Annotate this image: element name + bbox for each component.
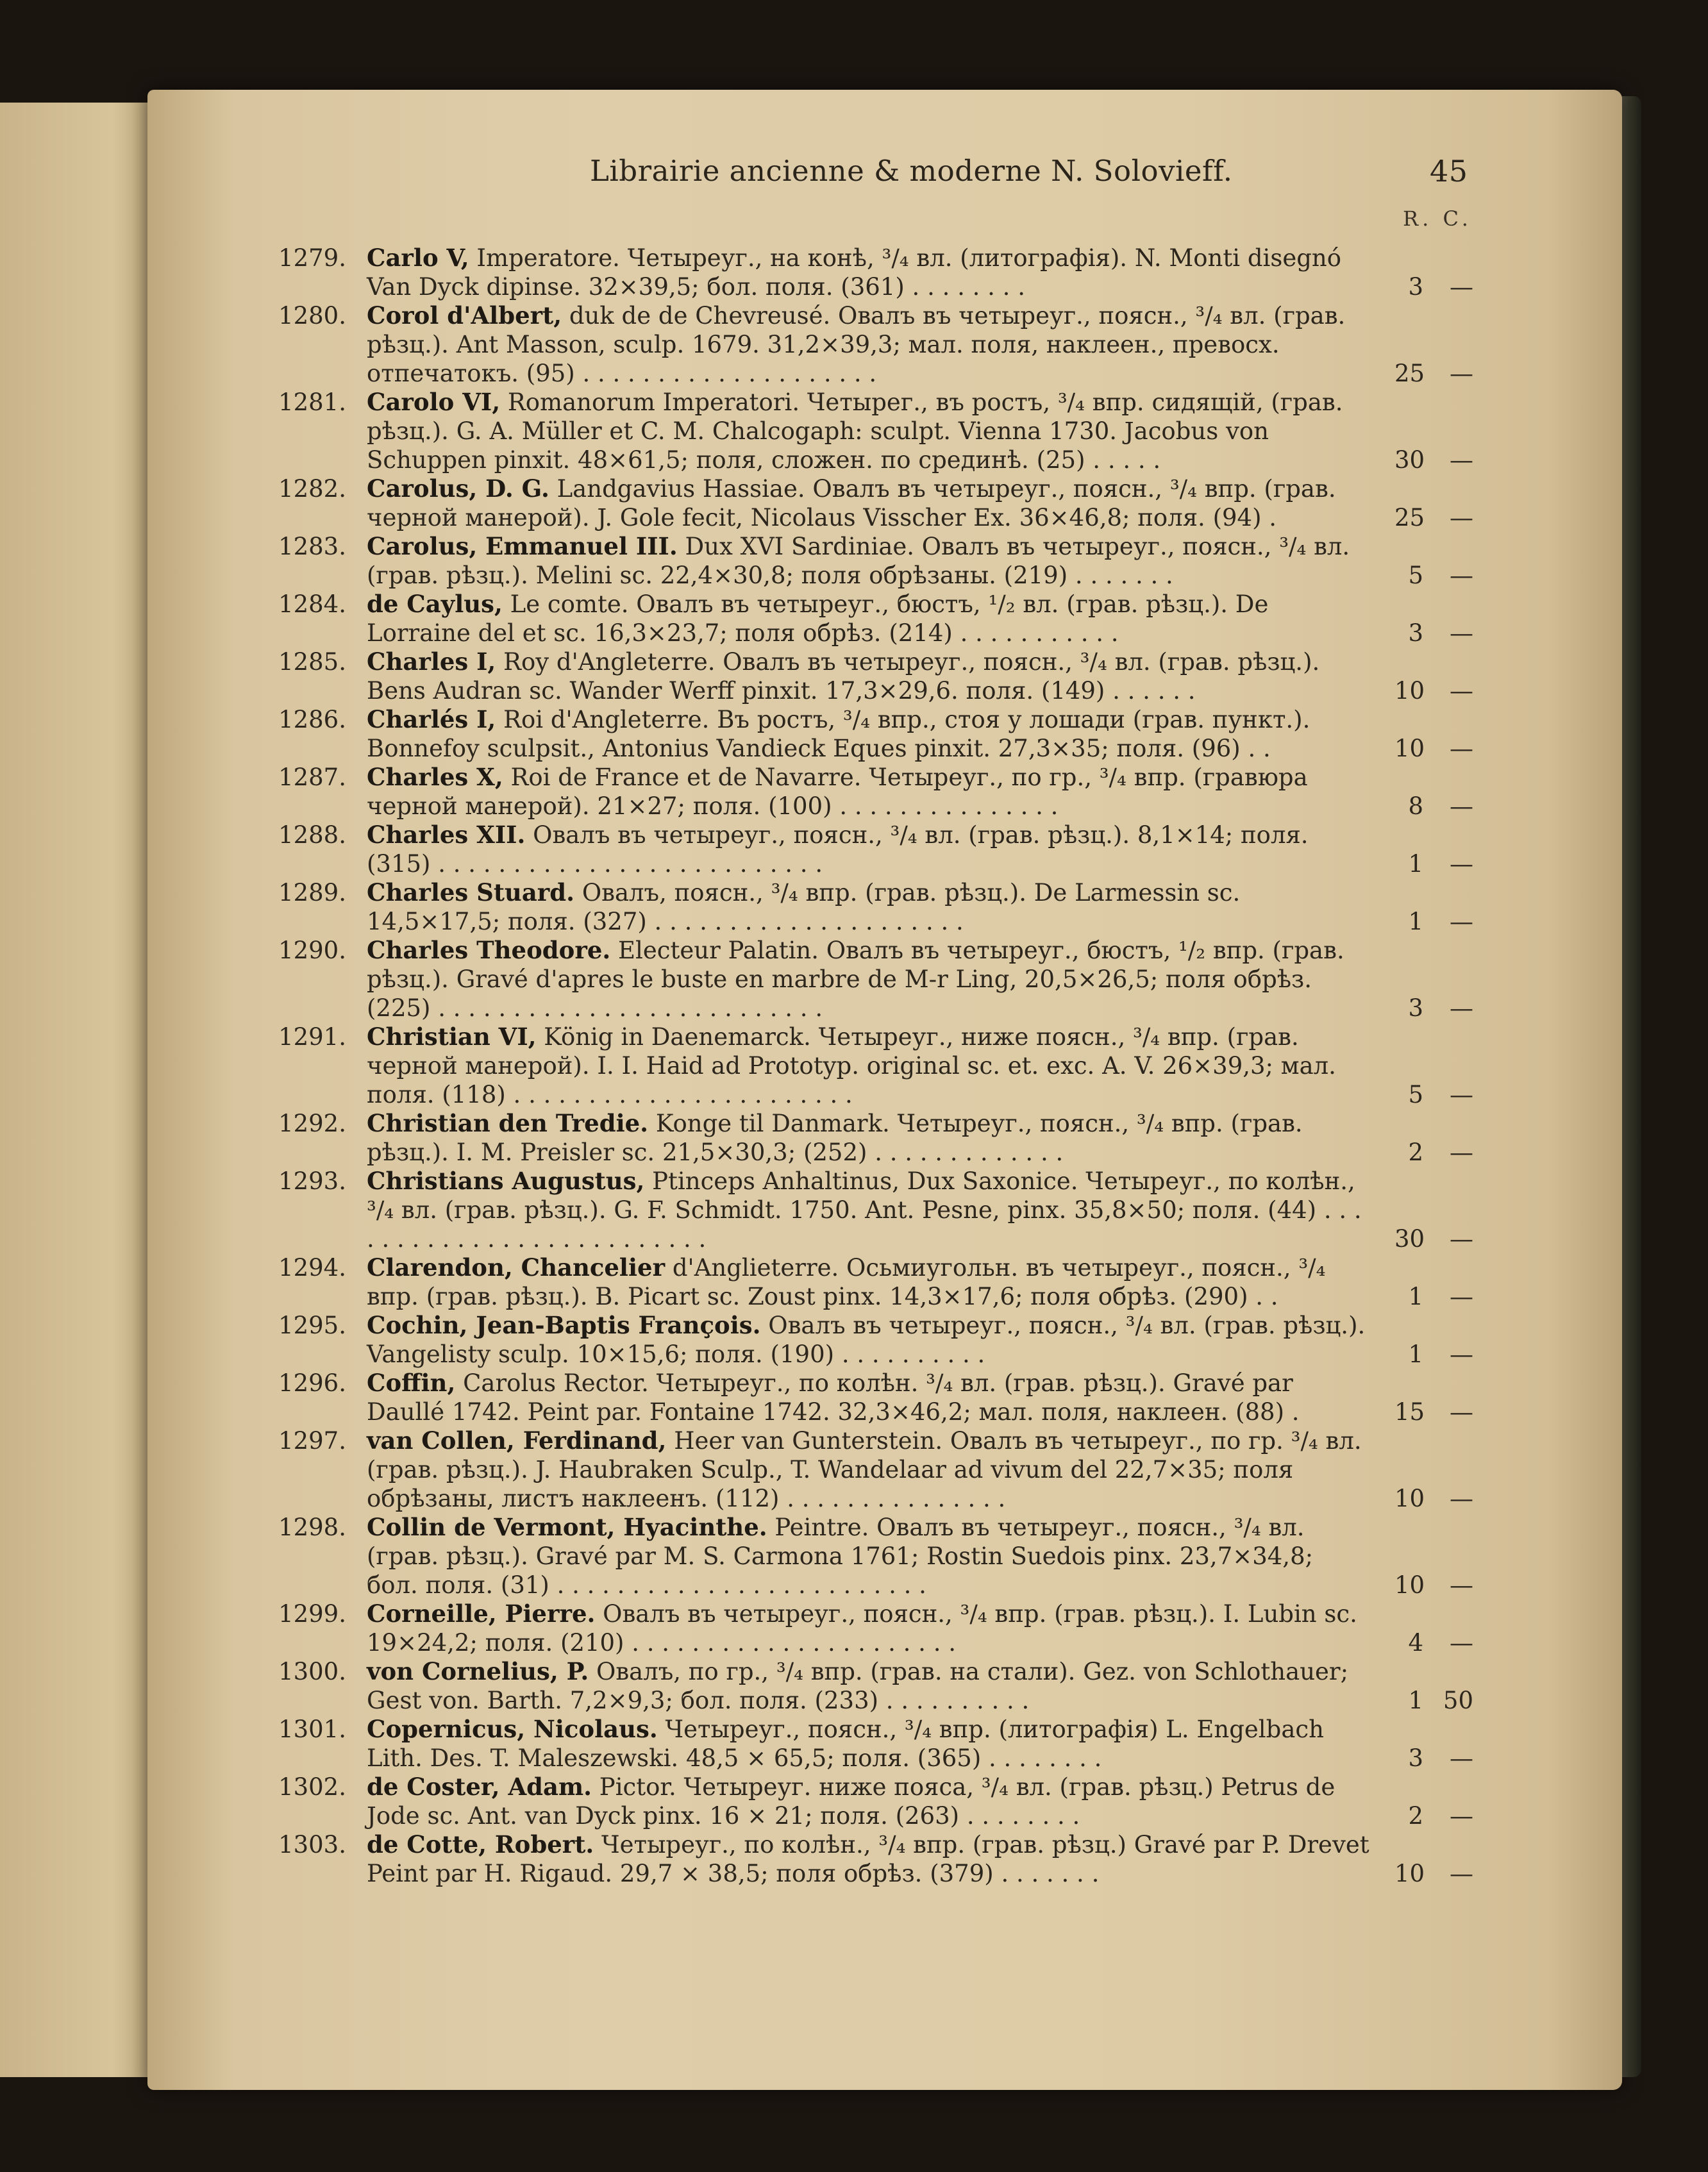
entry-text: König in Daenemarck. Четыреуг., ниже поясн., ³/₄ впр. (грав. черной манерой). I. I. Haid ad Prototyp. original sc. et. exc. A. V. 26×39,3; мал. поля. (118) . . . . . . . . . . . . . . . . . . . . . . .	[367, 1023, 1336, 1108]
entry-name: Charles I,	[367, 647, 496, 676]
price-rubles: 1	[1408, 908, 1423, 935]
entry-name: Charlés I,	[367, 705, 496, 733]
entry-number: 1296.	[278, 1369, 346, 1397]
entry-name: Carolo VI,	[367, 388, 501, 416]
catalog-entries	[0, 244, 1708, 1888]
entry-name: Coffin,	[367, 1369, 456, 1397]
catalog-entry	[0, 1513, 1708, 1600]
entry-name: Clarendon, Chancelier	[367, 1253, 666, 1282]
entry-price	[1394, 1744, 1484, 1773]
entry-price	[1394, 1801, 1484, 1830]
price-kopecks: —	[1450, 1398, 1473, 1426]
entry-number: 1299.	[278, 1600, 346, 1628]
price-rubles: 8	[1408, 792, 1423, 820]
price-rubles: 3	[1408, 273, 1423, 301]
entry-name: Carolus, D. G.	[367, 474, 549, 503]
entry-number: 1285.	[278, 648, 346, 676]
entry-name: Collin de Vermont, Hyacinthe.	[367, 1513, 767, 1541]
entry-number: 1284.	[278, 590, 346, 618]
catalog-entry	[0, 1369, 1708, 1426]
price-kopecks: —	[1450, 619, 1473, 647]
catalog-entry	[0, 1167, 1708, 1253]
catalog-entry	[0, 878, 1708, 936]
entry-text: Imperatore. Четыреуг., на конѣ, ³/₄ вл. (литографія). N. Monti disegnó Van Dyck dipinse. 32×39,5; бол. поля. (361) . . . . . . . .	[367, 244, 1342, 301]
entry-price	[1394, 1484, 1484, 1513]
price-rubles: 2	[1408, 1802, 1423, 1830]
entry-description	[367, 1369, 1370, 1426]
price-rubles: 30	[1394, 1225, 1425, 1253]
entry-text: Овалъ въ четыреуг., поясн., ³/₄ вл. (грав. рѣзц.). 8,1×14; поля. (315) . . . . . . . . . . . . . . . . . . . . . . . . . .	[367, 821, 1309, 878]
price-rubles: 2	[1408, 1139, 1423, 1166]
entry-text: Четыреуг., поясн., ³/₄ впр. (литографія) L. Engelbach Lith. Des. T. Maleszewski. 48,5 × 65,5; поля. (365) . . . . . . . .	[367, 1716, 1324, 1772]
price-rubles: 25	[1394, 504, 1425, 531]
entry-number: 1302.	[278, 1773, 346, 1801]
catalog-entry	[0, 532, 1708, 590]
entry-description	[367, 936, 1370, 1023]
price-kopecks: —	[1450, 994, 1473, 1022]
entry-text: Carolus Rector. Четыреуг., по колѣн. ³/₄ вл. (грав. рѣзц.). Gravé par Daullé 1742. Peint par. Fontaine 1742. 32,3×46,2; мал. поля, наклеен. (88) .	[367, 1369, 1300, 1426]
entry-number: 1282.	[278, 475, 346, 503]
entry-number: 1301.	[278, 1716, 346, 1743]
catalog-entry	[0, 821, 1708, 878]
price-rubles: 5	[1408, 1081, 1423, 1108]
entry-number: 1298.	[278, 1514, 346, 1541]
entry-text: Dux XVI Sardiniae. Овалъ въ четыреуг., поясн., ³/₄ вл. (грав. рѣзц.). Melini sc. 22,4×30,8; поля обрѣзаны. (219) . . . . . . .	[367, 533, 1350, 589]
entry-name: de Coster, Adam.	[367, 1773, 592, 1801]
entry-name: de Caylus,	[367, 590, 503, 618]
price-rubles: 3	[1408, 1744, 1423, 1772]
price-kopecks: —	[1450, 1571, 1473, 1599]
entry-description	[367, 821, 1370, 878]
catalog-entry	[0, 1715, 1708, 1773]
entry-price	[1394, 619, 1484, 647]
entry-description	[367, 878, 1370, 936]
entry-number: 1293.	[278, 1167, 346, 1195]
price-rubles: 10	[1394, 1571, 1425, 1599]
entry-description	[367, 1109, 1370, 1167]
catalog-entry	[0, 1311, 1708, 1369]
entry-number: 1291.	[278, 1023, 346, 1051]
catalog-entry	[0, 1109, 1708, 1167]
entry-price	[1394, 734, 1484, 763]
price-kopecks: —	[1450, 908, 1473, 935]
price-rubles: 10	[1394, 735, 1425, 762]
entry-name: Christians Augustus,	[367, 1167, 645, 1195]
entry-name: Corneille, Pierre.	[367, 1600, 596, 1628]
entry-name: Copernicus, Nicolaus.	[367, 1715, 658, 1743]
catalog-entry	[0, 301, 1708, 388]
catalog-entry	[0, 1657, 1708, 1715]
entry-number: 1290.	[278, 937, 346, 964]
entry-number: 1280.	[278, 302, 346, 330]
entry-text: duk de de Chevreusé. Овалъ въ четыреуг., поясн., ³/₄ вл. (грав. рѣзц.). Ant Masson, sculp. 1679. 31,2×39,3; мал. поля, наклеен., превосх. отпечатокъ. (95) . . . . . . . . . . . . . . . . . . . .	[367, 302, 1346, 387]
entry-price	[1394, 1628, 1484, 1657]
entry-number: 1288.	[278, 821, 346, 849]
entry-name: Carolus, Emmanuel III.	[367, 532, 678, 560]
entry-text: Heer van Gunterstein. Овалъ въ четыреуг., по гр. ³/₄ вл. (грав. рѣзц.). J. Haubraken Sculp., T. Wandelaar ad vivum del 22,7×35; поля обрѣзаны, листъ наклеенъ. (112) . . . . . . . . . . . . . . .	[367, 1427, 1362, 1512]
entry-name: de Cotte, Robert.	[367, 1830, 594, 1859]
price-kopecks: —	[1450, 850, 1473, 878]
entry-text: Ptinceps Anhaltinus, Dux Saxonice. Четыреуг., по колѣн., ³/₄ вл. (грав. рѣзц.). G. F. Schmidt. 1750. Ant. Pesne, pinx. 35,8×50; поля. (44) . . . . . . . . . . . . . . . . . . . . . . . . . .	[367, 1167, 1362, 1253]
catalog-entry	[0, 1600, 1708, 1657]
catalog-entry	[0, 1253, 1708, 1311]
catalog-entry	[0, 474, 1708, 532]
entry-description	[367, 1311, 1370, 1369]
entry-number: 1281.	[278, 388, 346, 416]
price-rubles: 3	[1408, 619, 1423, 647]
entry-text: Овалъ, поясн., ³/₄ впр. (грав. рѣзц.). De Larmessin sc. 14,5×17,5; поля. (327) . . . . . . . . . . . . . . . . . . . . .	[367, 879, 1241, 935]
entry-name: Corol d'Albert,	[367, 301, 562, 330]
price-kopecks: —	[1450, 792, 1473, 820]
entry-price	[1394, 1686, 1484, 1715]
catalog-entry	[0, 388, 1708, 474]
price-rubles: 10	[1394, 677, 1425, 705]
entry-name: Charles Theodore.	[367, 936, 611, 964]
page-number: 45	[1430, 154, 1468, 188]
price-kopecks: —	[1450, 1081, 1473, 1108]
price-kopecks: —	[1450, 1860, 1473, 1887]
entry-description	[367, 647, 1370, 705]
price-rubles: 30	[1394, 446, 1425, 474]
price-rubles: 15	[1394, 1398, 1425, 1426]
entry-description	[367, 705, 1370, 763]
catalog-entry	[0, 763, 1708, 821]
entry-description	[367, 244, 1370, 301]
price-kopecks: —	[1450, 735, 1473, 762]
price-kopecks: —	[1450, 677, 1473, 705]
entry-description	[367, 388, 1370, 474]
entry-description	[367, 1715, 1370, 1773]
entry-price	[1394, 272, 1484, 301]
price-rubles: 25	[1394, 360, 1425, 387]
catalog-entry	[0, 1023, 1708, 1109]
price-kopecks: —	[1450, 1744, 1473, 1772]
entry-price	[1394, 1224, 1484, 1253]
entry-number: 1300.	[278, 1658, 346, 1685]
entry-price	[1394, 1282, 1484, 1311]
price-kopecks: —	[1450, 1485, 1473, 1512]
entry-price	[1394, 994, 1484, 1023]
price-columns-label: R. C.	[1403, 206, 1472, 231]
entry-description	[367, 1830, 1370, 1888]
catalog-entry	[0, 590, 1708, 647]
price-kopecks: —	[1450, 360, 1473, 387]
entry-description	[367, 301, 1370, 388]
entry-text: Овалъ, по гр., ³/₄ впр. (грав. на стали). Gez. von Schlothauer; Gest von. Barth. 7,2×9,3; бол. поля. (233) . . . . . . . . . .	[367, 1658, 1349, 1714]
entry-number: 1287.	[278, 764, 346, 791]
entry-name: Charles X,	[367, 763, 503, 791]
entry-text: Peintre. Овалъ въ четыреуг., поясн., ³/₄ вл. (грав. рѣзц.). Gravé par M. S. Carmona 1761; Rostin Suedois pinx. 23,7×34,8; бол. поля. (31) . . . . . . . . . . . . . . . . . . . . . . . . .	[367, 1514, 1314, 1599]
entry-number: 1295.	[278, 1312, 346, 1339]
entry-price	[1394, 503, 1484, 532]
entry-description	[367, 1023, 1370, 1109]
entry-description	[367, 763, 1370, 821]
entry-description	[367, 1773, 1370, 1830]
entry-text: Roy d'Angleterre. Овалъ въ четыреуг., поясн., ³/₄ вл. (грав. рѣзц.). Bens Audran sc. Wander Werff pinxit. 17,3×29,6. поля. (149) . . . . . .	[367, 648, 1320, 705]
entry-price	[1394, 1571, 1484, 1600]
entry-text: Овалъ въ четыреуг., поясн., ³/₄ впр. (грав. рѣзц.). I. Lubin sc. 19×24,2; поля. (210) . . . . . . . . . . . . . . . . . . . . . .	[367, 1600, 1357, 1657]
entry-description	[367, 1600, 1370, 1657]
catalog-entry	[0, 244, 1708, 301]
entry-number: 1294.	[278, 1254, 346, 1282]
entry-price	[1394, 792, 1484, 821]
entry-price	[1394, 907, 1484, 936]
catalog-entry	[0, 705, 1708, 763]
price-rubles: 1	[1408, 850, 1423, 878]
entry-text: d'Anglieterre. Осьмиугольн. въ четыреуг., поясн., ³/₄ впр. (грав. рѣзц.). B. Picart sc. Zoust pinx. 14,3×17,6; поля обрѣз. (290) . .	[367, 1254, 1326, 1310]
entry-text: Le comte. Овалъ въ четыреуг., бюстъ, ¹/₂ вл. (грав. рѣзц.). De Lorraine del et sc. 16,3×23,7; поля обрѣз. (214) . . . . . . . . . . .	[367, 590, 1269, 647]
price-kopecks: —	[1450, 1629, 1473, 1657]
entry-name: Christian VI,	[367, 1023, 537, 1051]
entry-name: Cochin, Jean-Baptis François.	[367, 1311, 761, 1339]
header-title: Librairie ancienne & moderne N. Solovieff.	[590, 154, 1233, 188]
entry-number: 1297.	[278, 1427, 346, 1455]
entry-price	[1394, 1398, 1484, 1426]
entry-text: Konge til Danmark. Четыреуг., поясн., ³/₄ впр. (грав. рѣзц.). I. M. Preisler sc. 21,5×30,3; (252) . . . . . . . . . . . . .	[367, 1110, 1303, 1166]
entry-name: Charles Stuard.	[367, 878, 575, 906]
price-rubles: 5	[1408, 562, 1423, 589]
price-rubles: 1	[1408, 1283, 1423, 1310]
price-rubles: 3	[1408, 994, 1423, 1022]
catalog-entry	[0, 1830, 1708, 1888]
price-rubles: 10	[1394, 1485, 1425, 1512]
entry-description	[367, 532, 1370, 590]
price-kopecks: —	[1450, 1802, 1473, 1830]
entry-text: Четыреуг., по колѣн., ³/₄ впр. (грав. рѣзц.) Gravé par P. Drevet Peint par H. Rigaud. 29,7 × 38,5; поля обрѣз. (379) . . . . . . .	[367, 1831, 1369, 1887]
price-kopecks: 50	[1443, 1687, 1473, 1714]
entry-description	[367, 1167, 1370, 1253]
entry-text: Electeur Palatin. Овалъ въ четыреуг., бюстъ, ¹/₂ впр. (грав. рѣзц.). Gravé d'apres le buste en marbre de M-r Ling, 20,5×26,5; поля обрѣз. (225) . . . . . . . . . . . . . . . . . . . . . . . . . .	[367, 937, 1344, 1022]
entry-description	[367, 1657, 1370, 1715]
entry-description	[367, 1426, 1370, 1513]
entry-description	[367, 474, 1370, 532]
price-kopecks: —	[1450, 1139, 1473, 1166]
entry-price	[1394, 1080, 1484, 1109]
price-rubles: 10	[1394, 1860, 1425, 1887]
catalog-entry	[0, 1426, 1708, 1513]
price-kopecks: —	[1450, 1341, 1473, 1368]
entry-name: von Cornelius, P.	[367, 1657, 589, 1685]
price-kopecks: —	[1450, 446, 1473, 474]
entry-price	[1394, 676, 1484, 705]
entry-text: Roi d'Angleterre. Въ ростъ, ³/₄ впр., стоя у лошади (грав. пункт.). Bonnefoy sculpsit., Antonius Vandieck Eques pinxit. 27,3×35; поля. (96) . .	[367, 706, 1310, 762]
entry-description	[367, 1253, 1370, 1311]
entry-description	[367, 590, 1370, 647]
entry-name: Charles XII.	[367, 821, 526, 849]
entry-price	[1394, 1340, 1484, 1369]
entry-name: van Collen, Ferdinand,	[367, 1426, 667, 1455]
entry-price	[1394, 849, 1484, 878]
entry-number: 1289.	[278, 879, 346, 906]
price-rubles: 1	[1408, 1341, 1423, 1368]
entry-text: Pictor. Четыреуг. ниже пояса, ³/₄ вл. (грав. рѣзц.) Petrus de Jode sc. Ant. van Dyck pinx. 16 × 21; поля. (263) . . . . . . . .	[367, 1773, 1335, 1830]
entry-number: 1303.	[278, 1831, 346, 1859]
entry-number: 1279.	[278, 244, 346, 272]
price-kopecks: —	[1450, 1283, 1473, 1310]
entry-price	[1394, 1859, 1484, 1888]
price-kopecks: —	[1450, 562, 1473, 589]
entry-name: Carlo V,	[367, 244, 469, 272]
price-kopecks: —	[1450, 1225, 1473, 1253]
catalog-entry	[0, 1773, 1708, 1830]
price-kopecks: —	[1450, 273, 1473, 301]
catalog-entry	[0, 936, 1708, 1023]
entry-name: Christian den Tredie.	[367, 1109, 649, 1137]
entry-number: 1292.	[278, 1110, 346, 1137]
price-kopecks: —	[1450, 504, 1473, 531]
entry-price	[1394, 446, 1484, 474]
entry-number: 1283.	[278, 533, 346, 560]
entry-text: Landgavius Hassiae. Овалъ въ четыреуг., поясн., ³/₄ впр. (грав. черной манерой). J. Gole fecit, Nicolaus Visscher Ex. 36×46,8; поля. (94) .	[367, 475, 1336, 531]
entry-description	[367, 1513, 1370, 1600]
entry-price	[1394, 561, 1484, 590]
entry-text: Romanorum Imperatori. Четырег., въ ростъ, ³/₄ впр. сидящій, (грав. рѣзц.). G. A. Müller et C. M. Chalcogaph: sculpt. Vienna 1730. Jacobus von Schuppen pinxit. 48×61,5; поля, сложен. по срединѣ. (25) . . . . .	[367, 388, 1343, 474]
entry-text: Roi de France et de Navarre. Четыреуг., по гр., ³/₄ впр. (гравюра черной манерой). 21×27; поля. (100) . . . . . . . . . . . . . . .	[367, 764, 1308, 820]
price-rubles: 4	[1408, 1629, 1423, 1657]
catalog-entry	[0, 647, 1708, 705]
entry-number: 1286.	[278, 706, 346, 733]
entry-text: Овалъ въ четыреуг., поясн., ³/₄ вл. (грав. рѣзц.). Vangelisty sculp. 10×15,6; поля. (190) . . . . . . . . . .	[367, 1312, 1366, 1368]
entry-price	[1394, 1138, 1484, 1167]
price-rubles: 1	[1408, 1687, 1423, 1714]
entry-price	[1394, 359, 1484, 388]
